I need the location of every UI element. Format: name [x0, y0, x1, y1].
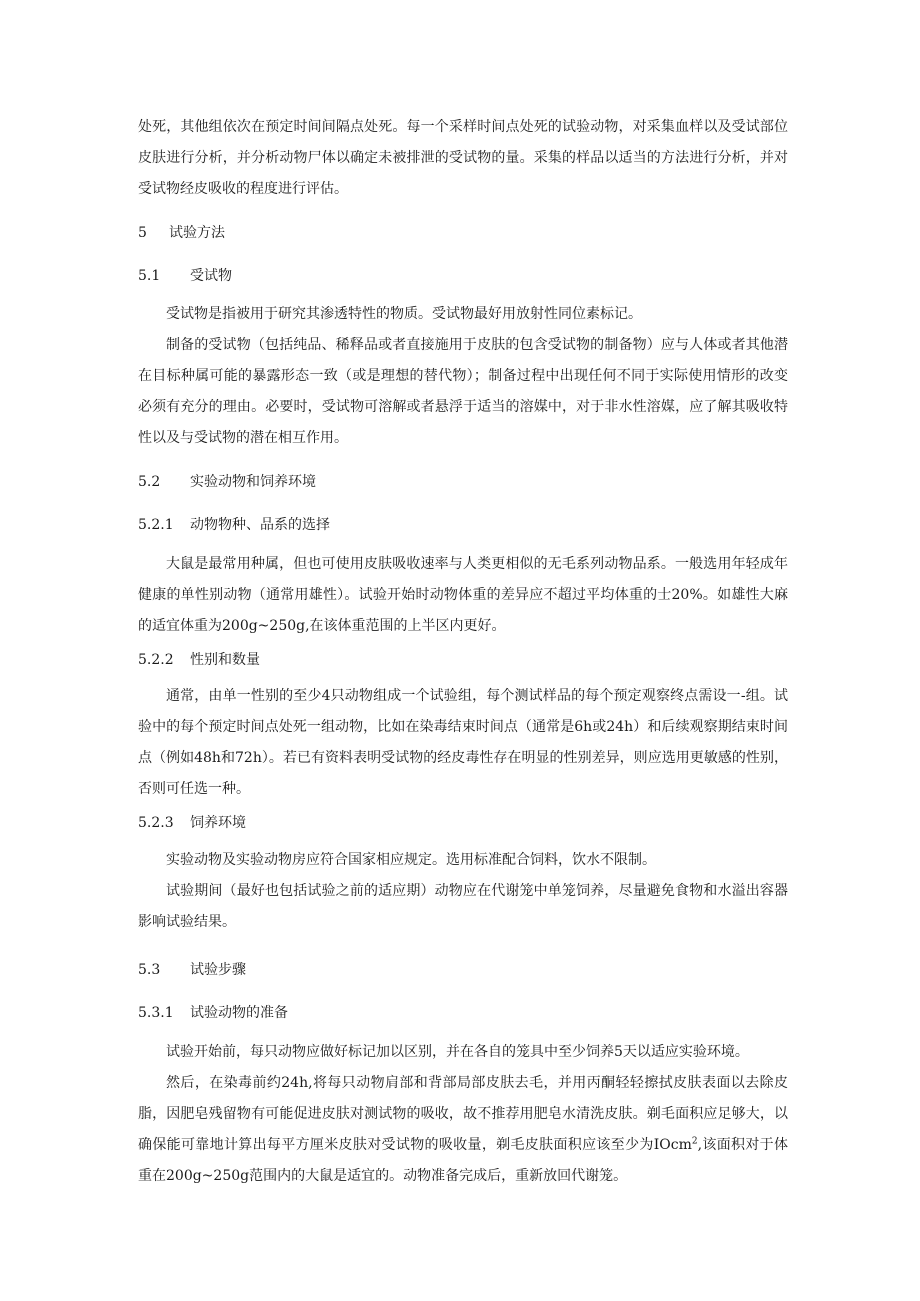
heading-text: 试验步骤: [190, 962, 246, 978]
heading-text: 试验方法: [169, 225, 225, 241]
heading-number: 5.1: [138, 268, 161, 284]
heading-number: 5.3: [138, 962, 161, 978]
heading-5-2-1: [138, 515, 330, 535]
heading-5-3-1: [138, 1003, 288, 1023]
superscript-exponent: 2: [691, 1136, 698, 1147]
paragraph-text-part: 然后，在染毒前约24h,将每只动物肩部和背部局部皮肤去毛，并用丙酮轻轻擦拭皮肤表面以去除皮脂，因肥皂残留物有可能促进皮肤对测试物的吸收，故不推荐用肥皂水清洗皮肤。剃毛面积应足够大，以确保能可靠地计算出每平方厘米皮肤对受试物的吸收量，剃毛皮肤面积应该至少为IOcm: [138, 1075, 788, 1153]
heading-text: 动物物种、品系的选择: [190, 517, 330, 533]
heading-number: 5.2.3: [138, 815, 174, 831]
paragraph-animal-marking: 试验开始前，每只动物应做好标记加以区别，并在各自的笼具中至少饲养5天以适应实验环境。: [166, 1044, 749, 1060]
heading-number: 5.3.1: [138, 1005, 174, 1021]
heading-text: 饲养环境: [190, 815, 246, 831]
paragraph-test-substance-def: 受试物是指被用于研究其渗透特性的物质。受试物最好用放射性同位素标记。: [166, 306, 642, 322]
paragraph-test-substance-prep: 制备的受试物（包括纯品、稀释品或者直接施用于皮肤的包含受试物的制备物）应与人体或者其他潜在目标种属可能的暴露形态一致（或是理想的替代物）；制备过程中出现任何不同于实际使用情形的改变必须有充分的理由。必要时，受试物可溶解或者悬浮于适当的溶媒中，对于非水性溶媒，应了解其吸收特性以及与受试物的潜在相互作用。: [138, 337, 788, 446]
heading-5: [138, 223, 225, 243]
heading-5-2-3: [138, 813, 246, 833]
heading-text: 试验动物的准备: [190, 1005, 288, 1021]
paragraph-text-part: ,该面积对于体重在200g~250g范围内的大鼠是适宜的。动物准备完成后，重新放回代谢笼。: [138, 1137, 788, 1184]
heading-number: 5.2.1: [138, 517, 174, 533]
heading-number: 5.2.2: [138, 652, 174, 668]
paragraph-sex-and-number: 通常，由单一性别的至少4只动物组成一个试验组，每个测试样品的每个预定观察终点需设一-组。试验中的每个预定时间点处死一组动物，比如在染毒结束时间点（通常是6h或24h）和后续观察期结束时间点（例如48h和72h）。若已有资料表明受试物的经皮毒性存在明显的性别差异，则应选用更敏感的性别，否则可任选一种。: [138, 688, 788, 797]
heading-number: 5: [138, 225, 147, 241]
heading-text: 实验动物和饲养环境: [190, 474, 316, 490]
heading-5-2: [138, 472, 316, 492]
heading-5-2-2: [138, 650, 260, 670]
heading-number: 5.2: [138, 474, 161, 490]
heading-5-3: [138, 960, 246, 980]
paragraph-hair-removal: [138, 1068, 788, 1192]
paragraph-housing-cages: 试验期间（最好也包括试验之前的适应期）动物应在代谢笼中单笼饲养，尽量避免食物和水溢出容器影响试验结果。: [138, 883, 788, 930]
paragraph-intro: 处死，其他组依次在预定时间间隔点处死。每一个采样时间点处死的试验动物，对采集血样以及受试部位皮肤进行分析，并分析动物尸体以确定未被排泄的受试物的量。采集的样品以适当的方法进行分析，并对受试物经皮吸收的程度进行评估。: [138, 119, 788, 197]
heading-5-1: [138, 266, 232, 286]
paragraph-housing-rules: 实验动物及实验动物房应符合国家相应规定。选用标准配合饲料，饮水不限制。: [166, 852, 656, 868]
paragraph-species-selection: 大鼠是最常用种属，但也可使用皮肤吸收速率与人类更相似的无毛系列动物品系。一般选用年轻成年健康的单性别动物（通常用雄性）。试验开始时动物体重的差异应不超过平均体重的士20%。如雄性大麻的适宜体重为200g~250g,在该体重范围的上半区内更好。: [138, 556, 788, 634]
heading-text: 性别和数量: [190, 652, 260, 668]
heading-text: 受试物: [190, 268, 232, 284]
